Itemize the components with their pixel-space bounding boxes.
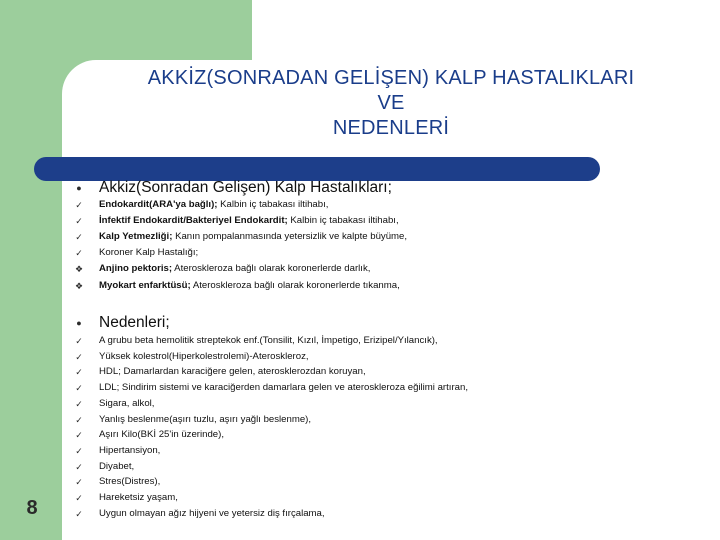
section1-item-text: Kalp Yetmezliği; Kanın pompalanmasında yetersizlik ve kalpte büyüme,: [99, 231, 408, 243]
section1-item-text: Anjino pektoris; Ateroskleroza bağlı olarak koronerlerde darlık,: [99, 263, 371, 275]
checkmark-icon: ✓: [75, 445, 83, 456]
section2-item-text: Uygun olmayan ağız hijyeni ve yetersiz diş fırçalama,: [99, 507, 325, 519]
checkmark-icon: ✓: [75, 216, 83, 227]
section1-item-text: Koroner Kalp Hastalığı;: [99, 247, 199, 259]
section2-item: [0, 364, 720, 380]
checkmark-icon: ✓: [75, 383, 83, 394]
section2-item-text: Diyabet,: [99, 460, 135, 472]
section2-item-text: Sigara, alkol,: [99, 397, 155, 409]
section2-item: [0, 380, 720, 396]
diamond-bullet-icon: ❖: [74, 264, 84, 275]
section2-item: [0, 474, 720, 490]
title-line-1: AKKİZ(SONRADAN GELİŞEN) KALP HASTALIKLARI: [147, 67, 635, 89]
checkmark-icon: ✓: [75, 477, 83, 488]
section1-item-text: İnfektif Endokardit/Bakteriyel Endokardit; Kalbin iç tabakası iltihabı,: [99, 215, 399, 227]
section2-item-text: Hipertansiyon,: [99, 444, 161, 456]
checkmark-icon: ✓: [75, 493, 83, 503]
title-line-2: VE: [377, 92, 405, 114]
checkmark-icon: ✓: [75, 414, 83, 425]
diamond-bullet-icon: ❖: [74, 280, 84, 291]
section1-heading-row: [0, 178, 720, 194]
section2-item: [0, 333, 720, 349]
section1-item: [0, 261, 720, 277]
section2-item-text: Stres(Distres),: [99, 476, 161, 488]
section2-item: [0, 412, 720, 428]
section2-item: [0, 506, 720, 522]
section2-heading-row: [0, 313, 720, 329]
section1-item-text: Endokardit(ARA'ya bağlı); Kalbin iç tabakası iltihabı,: [99, 199, 329, 210]
checkmark-icon: ✓: [75, 430, 83, 441]
section2-item-text: Yüksek kolestrol(Hiperkolestrolemi)-Ateroskleroz,: [99, 350, 309, 362]
heading-bullet-icon: ●: [76, 318, 82, 328]
section2-item-text: Yanlış beslenme(aşırı tuzlu, aşırı yağlı beslenme),: [99, 413, 312, 425]
heading-bullet-icon: ●: [76, 183, 82, 193]
section2-item: [0, 459, 720, 475]
checkmark-icon: ✓: [75, 398, 83, 409]
slide-number: 8: [26, 497, 38, 519]
checkmark-icon: ✓: [75, 367, 83, 378]
section2-item-text: LDL; Sindirim sistemi ve karaciğerden damarlara gelen ve ateroskleroza eğilimi artıran,: [99, 382, 468, 394]
checkmark-icon: ✓: [75, 461, 83, 472]
section1-item: [0, 245, 720, 261]
section1-heading: Akkiz(Sonradan Gelişen) Kalp Hastalıkları;: [99, 179, 392, 196]
section1-item-term: Myokart enfarktüsü;: [99, 279, 191, 291]
checkmark-icon: ✓: [75, 232, 83, 243]
section1-item-term: Endokardit(ARA'ya bağlı);: [99, 199, 218, 210]
checkmark-icon: ✓: [75, 200, 83, 210]
section1-item-text: Myokart enfarktüsü; Ateroskleroza bağlı olarak koronerlerde tıkanma,: [99, 279, 400, 291]
section2-item: [0, 396, 720, 412]
section2-item: [0, 427, 720, 443]
section1-item-term: İnfektif Endokardit/Bakteriyel Endokardit;: [99, 215, 288, 227]
checkmark-icon: ✓: [75, 336, 83, 346]
checkmark-icon: ✓: [75, 351, 83, 362]
section1-item-term: Anjino pektoris;: [99, 263, 173, 275]
section1-item-term: Kalp Yetmezliği;: [99, 231, 173, 243]
section1-item: [0, 197, 720, 213]
section1-item: [0, 278, 720, 294]
section2-item-text: HDL; Damarlardan karaciğere gelen, aterosklerozdan koruyan,: [99, 366, 366, 378]
section2-item: [0, 349, 720, 365]
section2-item-text: Aşırı Kilo(BKİ 25'in üzerinde),: [99, 429, 225, 441]
section2-item-text: A grubu beta hemolitik streptekok enf.(Tonsilit, Kızıl, İmpetigo, Erizipel/Yılancık),: [99, 335, 438, 346]
checkmark-icon: ✓: [75, 248, 83, 259]
section2-item: [0, 490, 720, 506]
section2-item: [0, 443, 720, 459]
section2-item-text: Hareketsiz yaşam,: [99, 492, 178, 503]
section1-item: [0, 229, 720, 245]
section1-item: [0, 213, 720, 229]
section2-heading: Nedenleri;: [99, 314, 170, 331]
title-line-3: NEDENLERİ: [332, 117, 450, 139]
checkmark-icon: ✓: [75, 508, 83, 519]
